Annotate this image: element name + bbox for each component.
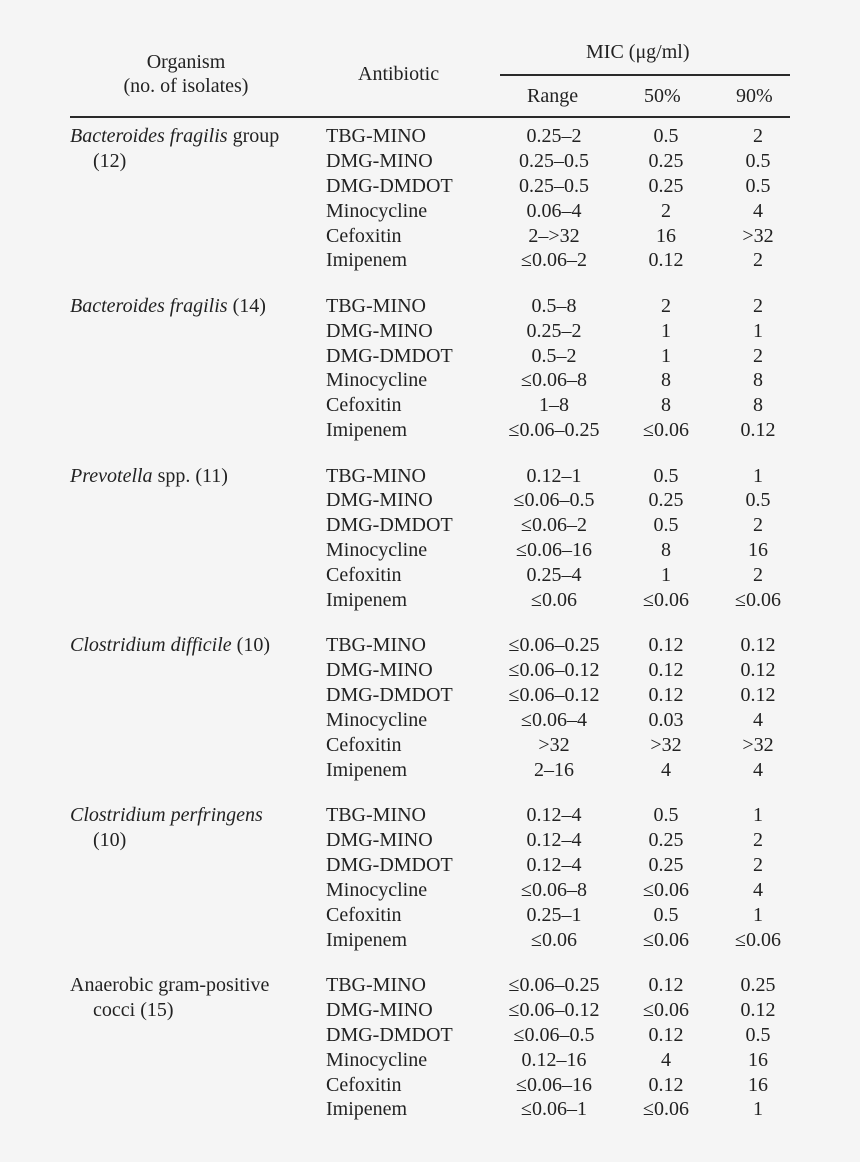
range-cell: ≤0.06–1 — [521, 1098, 587, 1121]
antibiotic-cell: Imipenem — [326, 419, 408, 442]
range-cell: ≤0.06–0.5 — [513, 1023, 595, 1046]
mic50-cell: ≤0.06 — [643, 419, 689, 442]
mic90-cell: 0.5 — [745, 174, 771, 197]
antibiotic-cell: DMG-MINO — [326, 998, 433, 1021]
mic90-cell: 1 — [753, 1098, 763, 1121]
antibiotic-rows — [0, 464, 860, 613]
range-cell: ≤0.06–0.25 — [508, 419, 600, 442]
organism-name-suffix: spp. (11) — [152, 464, 228, 487]
mic50-cell: 8 — [661, 539, 671, 562]
antibiotic-cell: Minocycline — [326, 199, 428, 222]
range-cell: ≤0.06–4 — [521, 709, 587, 732]
mic90-header: 90% — [736, 85, 773, 107]
mic50-cell: 4 — [661, 758, 671, 781]
mic50-cell: 1 — [661, 564, 671, 587]
antibiotic-cell: Imipenem — [326, 1098, 408, 1121]
table-row — [0, 803, 860, 828]
mic90-cell: 16 — [748, 1048, 768, 1071]
mic90-cell: 0.12 — [740, 659, 776, 682]
antibiotic-cell: TBG-MINO — [326, 973, 426, 996]
mic90-cell: 0.5 — [745, 149, 771, 172]
mic50-cell: 8 — [661, 394, 671, 417]
antibiotic-cell: TBG-MINO — [326, 804, 426, 827]
antibiotic-cell: Minocycline — [326, 709, 428, 732]
table-row — [0, 199, 860, 224]
table-row — [0, 149, 860, 174]
table-row — [0, 174, 860, 199]
mic90-cell: ≤0.06 — [735, 589, 781, 612]
mic50-cell: ≤0.06 — [643, 928, 689, 951]
mic90-cell: 8 — [753, 369, 763, 392]
mic90-cell: 4 — [753, 758, 763, 781]
mic50-cell: 0.25 — [648, 174, 684, 197]
range-cell: ≤0.06–0.25 — [508, 973, 600, 996]
mic-header-rule — [500, 74, 790, 76]
mic50-cell: 0.5 — [653, 903, 679, 926]
range-cell: 0.5–2 — [531, 344, 577, 367]
range-cell: ≤0.06–16 — [516, 1073, 592, 1096]
antibiotic-cell: TBG-MINO — [326, 294, 426, 317]
organism-name: Bacteroides fragilis — [70, 125, 228, 147]
range-header: Range — [527, 85, 579, 107]
table-row — [0, 513, 860, 538]
organism-count: (10) — [93, 829, 127, 852]
mic50-cell: 1 — [661, 319, 671, 342]
table-row — [0, 418, 860, 443]
mic50-cell: 0.12 — [648, 973, 684, 996]
antibiotic-cell: DMG-DMDOT — [326, 1023, 453, 1046]
organism-group — [0, 294, 860, 464]
organism-name: Clostridium perfringens — [70, 804, 263, 827]
antibiotic-cell: Cefoxitin — [326, 224, 402, 247]
mic90-cell: 0.12 — [740, 998, 776, 1021]
table-row — [0, 658, 860, 683]
antibiotic-rows — [0, 633, 860, 782]
antibiotic-cell: Cefoxitin — [326, 564, 402, 587]
range-cell: 0.06–4 — [526, 199, 582, 222]
mic50-cell: 0.12 — [648, 634, 684, 657]
mic90-cell: ≤0.06 — [735, 928, 781, 951]
organism-name-suffix: Anaerobic gram-positive — [70, 973, 270, 996]
range-cell: ≤0.06–0.12 — [508, 684, 600, 707]
table-row — [0, 344, 860, 369]
table-row — [0, 538, 860, 563]
mic50-header: 50% — [644, 85, 681, 107]
mic50-cell: ≤0.06 — [643, 878, 689, 901]
range-cell: 0.25–2 — [526, 319, 582, 342]
mic50-cell: 0.12 — [648, 684, 684, 707]
range-cell: 0.25–2 — [526, 125, 582, 147]
organism-count: cocci (15) — [93, 998, 174, 1021]
mic50-cell: 2 — [661, 294, 671, 317]
range-cell: ≤0.06–8 — [521, 878, 587, 901]
range-cell: ≤0.06–8 — [521, 369, 587, 392]
range-cell: ≤0.06 — [531, 928, 577, 951]
table-row — [0, 319, 860, 344]
mic90-cell: 1 — [753, 319, 763, 342]
antibiotic-cell: Cefoxitin — [326, 733, 402, 756]
antibiotic-header: Antibiotic — [358, 63, 440, 85]
table-row — [0, 1023, 860, 1048]
mic90-cell: 4 — [753, 878, 763, 901]
mic90-cell: 0.12 — [740, 419, 776, 442]
mic90-cell: 2 — [753, 514, 763, 537]
mic90-cell: 2 — [753, 344, 763, 367]
mic90-cell: 4 — [753, 709, 763, 732]
table-row — [0, 588, 860, 613]
mic50-cell: 0.5 — [653, 125, 679, 147]
range-cell: 2–>32 — [528, 224, 580, 247]
antibiotic-rows — [0, 124, 860, 273]
range-cell: 0.25–0.5 — [519, 149, 589, 172]
antibiotic-cell: Minocycline — [326, 878, 428, 901]
mic90-cell: 2 — [753, 564, 763, 587]
mic50-cell: 0.25 — [648, 853, 684, 876]
mic50-cell: 0.5 — [653, 804, 679, 827]
mic50-cell: 2 — [661, 199, 671, 222]
mic90-cell: 0.5 — [745, 489, 771, 512]
table-row — [0, 633, 860, 658]
table-row — [0, 758, 860, 783]
mic50-cell: ≤0.06 — [643, 589, 689, 612]
mic90-cell: 1 — [753, 804, 763, 827]
organism-group — [0, 973, 860, 1143]
mic90-cell: 2 — [753, 125, 763, 147]
table-row — [0, 368, 860, 393]
mic50-cell: 0.12 — [648, 659, 684, 682]
mic90-cell: 1 — [753, 464, 763, 487]
mic50-cell: 0.25 — [648, 829, 684, 852]
mic50-cell: 0.25 — [648, 149, 684, 172]
mic50-cell: 0.12 — [648, 1023, 684, 1046]
mic90-cell: 0.12 — [740, 634, 776, 657]
mic90-cell: >32 — [742, 224, 774, 247]
mic50-cell: 4 — [661, 1048, 671, 1071]
antibiotic-cell: DMG-DMDOT — [326, 514, 453, 537]
antibiotic-cell: TBG-MINO — [326, 464, 426, 487]
mic50-cell: ≤0.06 — [643, 998, 689, 1021]
mic50-cell: ≤0.06 — [643, 1098, 689, 1121]
mic50-cell: 0.5 — [653, 464, 679, 487]
mic50-cell: 1 — [661, 344, 671, 367]
table-row — [0, 1048, 860, 1073]
mic90-cell: 2 — [753, 853, 763, 876]
table-row — [0, 224, 860, 249]
mic50-cell: 0.03 — [648, 709, 684, 732]
table-row — [0, 998, 860, 1023]
organism-name: Prevotella — [70, 464, 153, 487]
mic90-cell: 16 — [748, 539, 768, 562]
table-row — [0, 1073, 860, 1098]
range-cell: ≤0.06–2 — [521, 514, 587, 537]
organism-header-line1: Organism — [146, 51, 226, 73]
antibiotic-cell: Imipenem — [326, 928, 408, 951]
antibiotic-cell: DMG-MINO — [326, 829, 433, 852]
mic50-cell: 0.25 — [648, 489, 684, 512]
table-row — [0, 294, 860, 319]
organism-header-line2: (no. of isolates) — [123, 75, 249, 97]
mic50-cell: 0.5 — [653, 514, 679, 537]
antibiotic-rows — [0, 973, 860, 1122]
organism-name-suffix: (14) — [227, 294, 266, 317]
mic50-cell: 0.12 — [648, 249, 684, 272]
antibiotic-rows — [0, 294, 860, 443]
antibiotic-rows — [0, 803, 860, 952]
antibiotic-cell: DMG-MINO — [326, 319, 433, 342]
table-row — [0, 853, 860, 878]
range-cell: ≤0.06–2 — [521, 249, 587, 272]
antibiotic-cell: TBG-MINO — [326, 125, 426, 147]
organism-header — [70, 50, 302, 98]
range-cell: ≤0.06 — [531, 589, 577, 612]
mic90-cell: 16 — [748, 1073, 768, 1096]
mic50-cell: 0.12 — [648, 1073, 684, 1096]
table-row — [0, 928, 860, 953]
mic90-cell: 2 — [753, 829, 763, 852]
table-row — [0, 878, 860, 903]
mic50-cell: >32 — [650, 733, 682, 756]
organism-count: (12) — [93, 150, 127, 172]
antibiotic-cell: DMG-MINO — [326, 659, 433, 682]
table-row — [0, 708, 860, 733]
antibiotic-cell: Imipenem — [326, 589, 408, 612]
antibiotic-cell: Cefoxitin — [326, 394, 402, 417]
table-row — [0, 683, 860, 708]
organism-group — [0, 803, 860, 973]
table-row — [0, 124, 860, 149]
range-cell: 0.25–0.5 — [519, 174, 589, 197]
header-rule — [70, 116, 790, 118]
table-row — [0, 248, 860, 273]
table-row — [0, 828, 860, 853]
range-cell: >32 — [538, 733, 570, 756]
range-cell: 0.12–4 — [526, 829, 582, 852]
organism-name-suffix: group — [227, 125, 280, 147]
range-cell: ≤0.06–0.25 — [508, 634, 600, 657]
antibiotic-cell: DMG-DMDOT — [326, 174, 453, 197]
antibiotic-cell: Imipenem — [326, 249, 408, 272]
range-cell: 1–8 — [539, 394, 569, 417]
organism-name-suffix: (10) — [231, 634, 270, 657]
range-cell: 0.12–4 — [526, 804, 582, 827]
range-cell: 0.25–4 — [526, 564, 582, 587]
table-row — [0, 973, 860, 998]
antibiotic-cell: Minocycline — [326, 369, 428, 392]
mic90-cell: 4 — [753, 199, 763, 222]
table-row — [0, 488, 860, 513]
range-cell: ≤0.06–0.12 — [508, 659, 600, 682]
mic50-cell: 16 — [656, 224, 676, 247]
table-row — [0, 464, 860, 489]
antibiotic-cell: Imipenem — [326, 758, 408, 781]
organism-group — [0, 124, 860, 294]
mic90-cell: 0.12 — [740, 684, 776, 707]
antibiotic-cell: DMG-DMDOT — [326, 344, 453, 367]
organism-group — [0, 464, 860, 634]
table-row — [0, 1097, 860, 1122]
mic90-cell: 2 — [753, 249, 763, 272]
antibiotic-cell: Cefoxitin — [326, 1073, 402, 1096]
organism-group — [0, 633, 860, 803]
organism-name: Bacteroides fragilis — [70, 294, 228, 317]
range-cell: ≤0.06–16 — [516, 539, 592, 562]
mic-header: MIC (μg/ml) — [586, 41, 690, 63]
organism-name: Clostridium difficile — [70, 634, 232, 657]
antibiotic-cell: DMG-DMDOT — [326, 853, 453, 876]
range-cell: ≤0.06–0.12 — [508, 998, 600, 1021]
table-row — [0, 903, 860, 928]
mic90-cell: 0.25 — [740, 973, 776, 996]
antibiotic-cell: Cefoxitin — [326, 903, 402, 926]
table-body — [0, 124, 860, 1143]
mic90-cell: 0.5 — [745, 1023, 771, 1046]
antibiotic-cell: DMG-MINO — [326, 489, 433, 512]
table-row — [0, 733, 860, 758]
antibiotic-cell: DMG-DMDOT — [326, 684, 453, 707]
antibiotic-cell: Minocycline — [326, 539, 428, 562]
range-cell: 0.12–1 — [526, 464, 582, 487]
range-cell: 0.25–1 — [526, 903, 582, 926]
range-cell: 0.5–8 — [531, 294, 577, 317]
antibiotic-cell: TBG-MINO — [326, 634, 426, 657]
mic90-cell: 1 — [753, 903, 763, 926]
range-cell: 0.12–4 — [526, 853, 582, 876]
table-row — [0, 563, 860, 588]
mic90-cell: 2 — [753, 294, 763, 317]
range-cell: ≤0.06–0.5 — [513, 489, 595, 512]
mic50-cell: 8 — [661, 369, 671, 392]
antibiotic-cell: DMG-MINO — [326, 149, 433, 172]
range-cell: 0.12–16 — [521, 1048, 587, 1071]
antibiotic-cell: Minocycline — [326, 1048, 428, 1071]
table-row — [0, 393, 860, 418]
mic90-cell: 8 — [753, 394, 763, 417]
range-cell: 2–16 — [534, 758, 574, 781]
mic90-cell: >32 — [742, 733, 774, 756]
